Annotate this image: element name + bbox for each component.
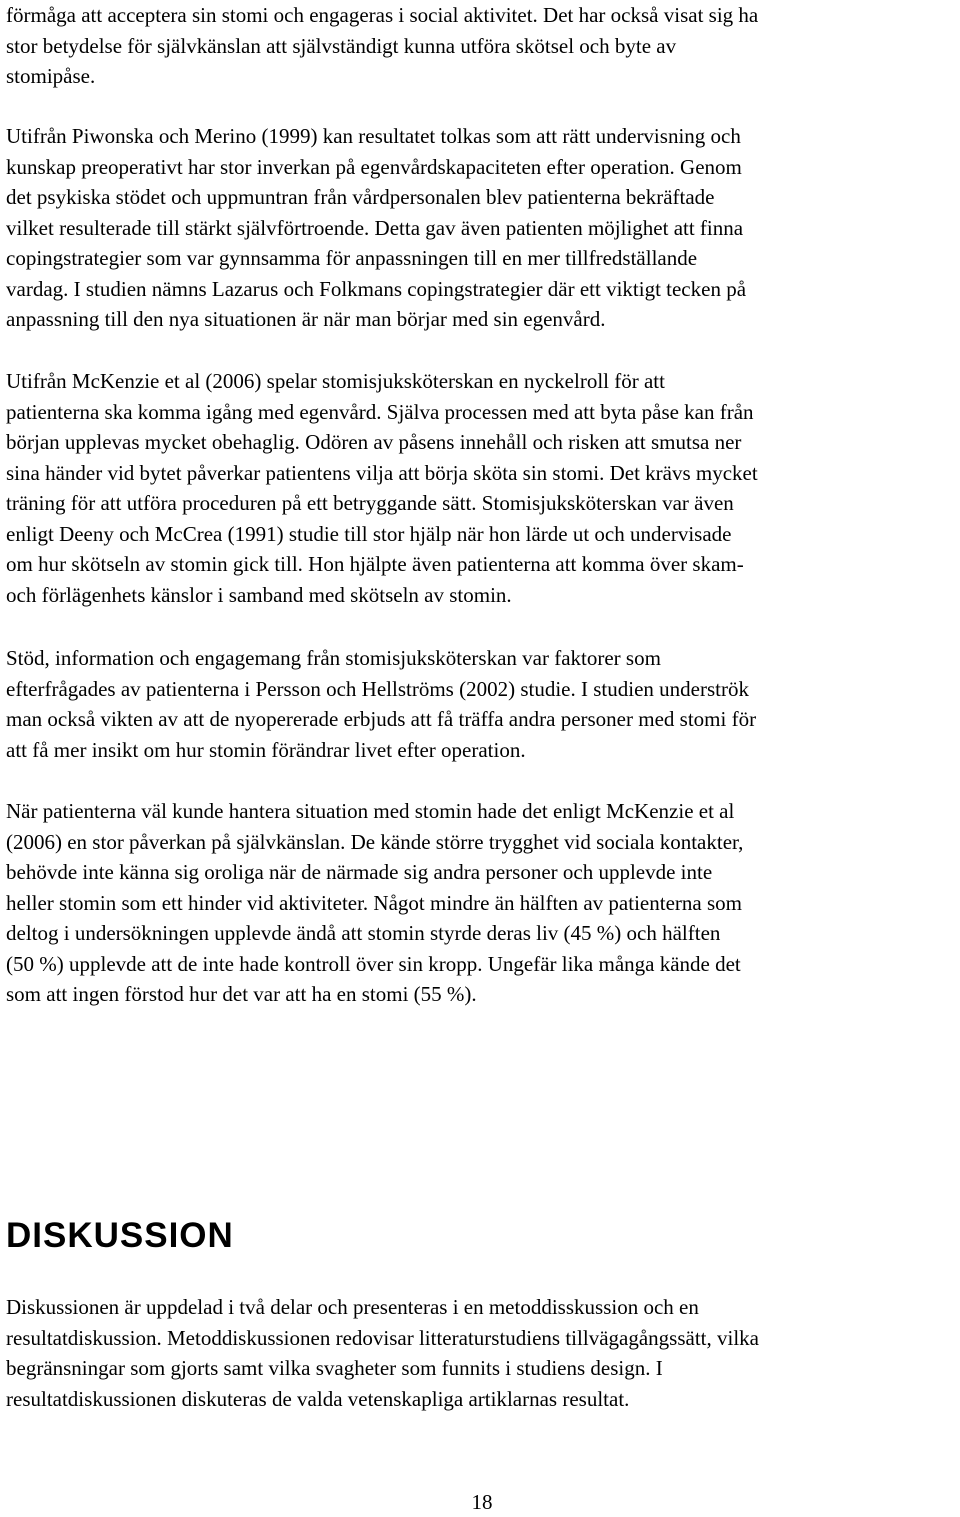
paragraph-piwonska-merino [6, 121, 958, 335]
text-line: enligt Deeny och McCrea (1991) studie till stor hjälp när hon lärde ut och undervisade [6, 521, 732, 546]
text-line: och förlägenhets känslor i samband med skötseln av stomin. [6, 582, 512, 607]
text-line: Diskussionen är uppdelad i två delar och presenteras i en metoddisskussion och en [6, 1295, 699, 1319]
document-page [6, 0, 958, 1515]
text-line: om hur skötseln av stomin gick till. Hon hjälpte även patienterna att komma över skam- [6, 552, 744, 576]
text-line: det psykiska stödet och uppmuntran från vårdpersonalen blev patienterna bekräftade [6, 185, 715, 209]
text-line: sina händer vid bytet påverkar patientens vilja att börja sköta sin stomi. Det krävs mycket [6, 460, 758, 485]
text-line: resultatdiskussion. Metoddiskussionen redovisar litteraturstudiens tillvägagångssätt, vilka [6, 1325, 759, 1350]
text-line: heller stomin som ett hinder vid aktiviteter. Något mindre än hälften av patienterna som [6, 890, 742, 915]
text-line: Utifrån McKenzie et al (2006) spelar stomisjuksköterskan en nyckelroll för att [6, 369, 665, 393]
text-line: Utifrån Piwonska och Merino (1999) kan resultatet tolkas som att rätt undervisning och [6, 124, 741, 148]
paragraph-persson-hellstrom [6, 643, 958, 765]
paragraph-mckenzie-nurse-role [6, 366, 958, 610]
text-line: anpassning till den nya situationen är när man börjar med sin egenvård. [6, 307, 606, 331]
paragraph-self-esteem-results [6, 796, 958, 1010]
text-line: deltog i undersökningen upplevde ändå att stomin styrde deras liv (45 %) och hälften [6, 921, 721, 945]
text-line: början upplevas mycket obehaglig. Odören av påsens innehåll och risken att smutsa ner [6, 430, 742, 454]
section-heading-diskussion: DISKUSSION [6, 1216, 234, 1255]
text-line: När patienterna väl kunde hantera situation med stomin hade det enligt McKenzie et al [6, 799, 735, 823]
text-line: stomipåse. [6, 64, 96, 88]
text-line: efterfrågades av patienterna i Persson och Hellströms (2002) studie. I studien underströk [6, 676, 749, 701]
text-line: behövde inte känna sig oroliga när de närmade sig andra personer och upplevde inte [6, 860, 713, 884]
text-line: resultatdiskussionen diskuteras de valda vetenskapliga artiklarnas resultat. [6, 1386, 630, 1411]
text-line: begränsningar som gjorts samt vilka svagheter som funnits i studiens design. I [6, 1356, 663, 1380]
paragraph-stoma-acceptance [6, 0, 958, 92]
text-line: patienterna ska komma igång med egenvård. Själva processen med att byta påse kan från [6, 399, 754, 424]
text-line: förmåga att acceptera sin stomi och engageras i social aktivitet. Det har också visat sig ha [6, 3, 759, 27]
text-line: vilket resulterade till stärkt självförtroende. Detta gav även patienten möjlighet att finna [6, 215, 744, 240]
text-line: copingstrategier som var gynnsamma för anpassningen till en mer tillfredställande [6, 246, 698, 270]
paragraph-diskussion-intro [6, 1292, 958, 1414]
text-line: (2006) en stor påverkan på självkänslan. De kände större trygghet vid sociala kontakter, [6, 829, 744, 854]
text-line: kunskap preoperativt har stor inverkan på egenvårdskapaciteten efter operation. Genom [6, 154, 742, 179]
text-line: stor betydelse för självkänslan att självständigt kunna utföra skötsel och byte av [6, 33, 677, 58]
text-line: träning för att utföra proceduren på ett betryggande sätt. Stomisjuksköterskan var även [6, 491, 734, 515]
text-line: att få mer insikt om hur stomin förändrar livet efter operation. [6, 737, 526, 762]
text-line: man också vikten av att de nyopererade erbjuds att få träffa andra personer med stomi för [6, 707, 757, 731]
text-line: (50 %) upplevde att de inte hade kontroll över sin kropp. Ungefär lika många kände det [6, 951, 741, 976]
text-line: Stöd, information och engagemang från stomisjuksköterskan var faktorer som [6, 646, 661, 670]
page-number: 18 [471, 1490, 493, 1514]
text-line: som att ingen förstod hur det var att ha en stomi (55 %). [6, 982, 477, 1006]
text-line: vardag. I studien nämns Lazarus och Folkmans copingstrategier där ett viktigt tecken på [6, 276, 747, 301]
